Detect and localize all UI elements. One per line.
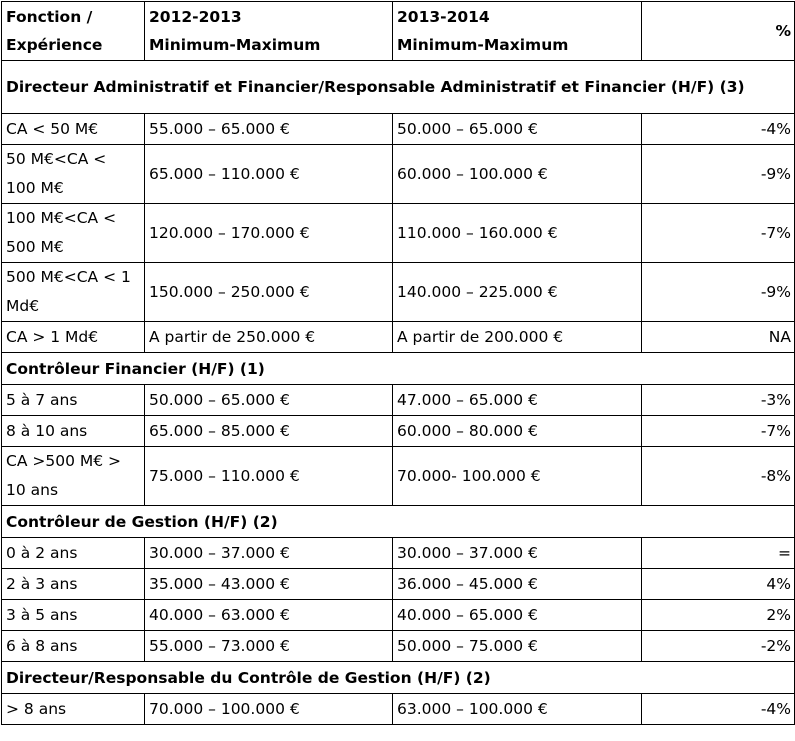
table-row	[2, 145, 795, 204]
table-row	[2, 385, 795, 416]
range-2013: 47.000 – 65.000 €	[393, 385, 642, 416]
range-2012: 70.000 – 100.000 €	[145, 694, 393, 725]
range-2012: 30.000 – 37.000 €	[145, 538, 393, 569]
header-percent-label: %	[775, 22, 791, 40]
header-percent	[642, 2, 795, 61]
range-2012: 120.000 – 170.000 €	[145, 204, 393, 263]
range-2013: 50.000 – 75.000 €	[393, 631, 642, 662]
header-2013-sub: Minimum-Maximum	[397, 36, 569, 54]
change-percent: -8%	[642, 447, 795, 506]
table-row	[2, 600, 795, 631]
section-title: Contrôleur de Gestion (H/F) (2)	[2, 506, 795, 538]
table-row	[2, 204, 795, 263]
table-row	[2, 416, 795, 447]
change-percent: 2%	[642, 600, 795, 631]
header-2013-2014	[393, 2, 642, 61]
row-label: > 8 ans	[2, 694, 145, 725]
range-2012: 40.000 – 63.000 €	[145, 600, 393, 631]
header-function-label: Fonction / Expérience	[6, 8, 103, 54]
header-2012-2013	[145, 2, 393, 61]
change-percent: -9%	[642, 145, 795, 204]
table-header-row	[2, 2, 795, 61]
range-2013: A partir de 200.000 €	[393, 322, 642, 353]
row-label: 5 à 7 ans	[2, 385, 145, 416]
range-2012: 55.000 – 73.000 €	[145, 631, 393, 662]
header-2012-year: 2012-2013	[149, 8, 242, 26]
table-row	[2, 322, 795, 353]
change-percent: -4%	[642, 114, 795, 145]
range-2012: 55.000 – 65.000 €	[145, 114, 393, 145]
row-label: 0 à 2 ans	[2, 538, 145, 569]
range-2012: 65.000 – 110.000 €	[145, 145, 393, 204]
row-label: 500 M€<CA < 1 Md€	[2, 263, 145, 322]
table-row	[2, 263, 795, 322]
row-label: 100 M€<CA < 500 M€	[2, 204, 145, 263]
row-label: CA >500 M€ > 10 ans	[2, 447, 145, 506]
change-percent: -2%	[642, 631, 795, 662]
range-2013: 140.000 – 225.000 €	[393, 263, 642, 322]
table-row	[2, 538, 795, 569]
range-2013: 110.000 – 160.000 €	[393, 204, 642, 263]
row-label: 3 à 5 ans	[2, 600, 145, 631]
row-label: CA > 1 Md€	[2, 322, 145, 353]
change-percent: -7%	[642, 204, 795, 263]
change-percent: 4%	[642, 569, 795, 600]
row-label: 6 à 8 ans	[2, 631, 145, 662]
salary-table	[1, 1, 795, 725]
range-2013: 50.000 – 65.000 €	[393, 114, 642, 145]
change-percent: =	[642, 538, 795, 569]
row-label: 2 à 3 ans	[2, 569, 145, 600]
range-2012: 50.000 – 65.000 €	[145, 385, 393, 416]
section-row-daf	[2, 61, 795, 114]
range-2012: 150.000 – 250.000 €	[145, 263, 393, 322]
range-2012: 65.000 – 85.000 €	[145, 416, 393, 447]
range-2013: 30.000 – 37.000 €	[393, 538, 642, 569]
header-2012-sub: Minimum-Maximum	[149, 36, 321, 54]
section-row-directeur-controle-gestion	[2, 662, 795, 694]
row-label: 50 M€<CA < 100 M€	[2, 145, 145, 204]
change-percent: -9%	[642, 263, 795, 322]
row-label: 8 à 10 ans	[2, 416, 145, 447]
section-title: Contrôleur Financier (H/F) (1)	[2, 353, 795, 385]
table-row	[2, 631, 795, 662]
header-function	[2, 2, 145, 61]
section-title: Directeur Administratif et Financier/Responsable Administratif et Financier (H/F) (3)	[2, 61, 795, 114]
table-row	[2, 694, 795, 725]
table-row	[2, 114, 795, 145]
range-2013: 60.000 – 100.000 €	[393, 145, 642, 204]
section-row-controleur-gestion	[2, 506, 795, 538]
range-2012: A partir de 250.000 €	[145, 322, 393, 353]
range-2013: 70.000- 100.000 €	[393, 447, 642, 506]
section-row-controleur-financier	[2, 353, 795, 385]
range-2013: 60.000 – 80.000 €	[393, 416, 642, 447]
change-percent: -7%	[642, 416, 795, 447]
range-2013: 63.000 – 100.000 €	[393, 694, 642, 725]
table-row	[2, 447, 795, 506]
row-label: CA < 50 M€	[2, 114, 145, 145]
change-percent: -4%	[642, 694, 795, 725]
table-row	[2, 569, 795, 600]
change-percent: NA	[642, 322, 795, 353]
range-2013: 36.000 – 45.000 €	[393, 569, 642, 600]
range-2012: 75.000 – 110.000 €	[145, 447, 393, 506]
change-percent: -3%	[642, 385, 795, 416]
header-2013-year: 2013-2014	[397, 8, 490, 26]
section-title: Directeur/Responsable du Contrôle de Gestion (H/F) (2)	[2, 662, 795, 694]
range-2013: 40.000 – 65.000 €	[393, 600, 642, 631]
range-2012: 35.000 – 43.000 €	[145, 569, 393, 600]
